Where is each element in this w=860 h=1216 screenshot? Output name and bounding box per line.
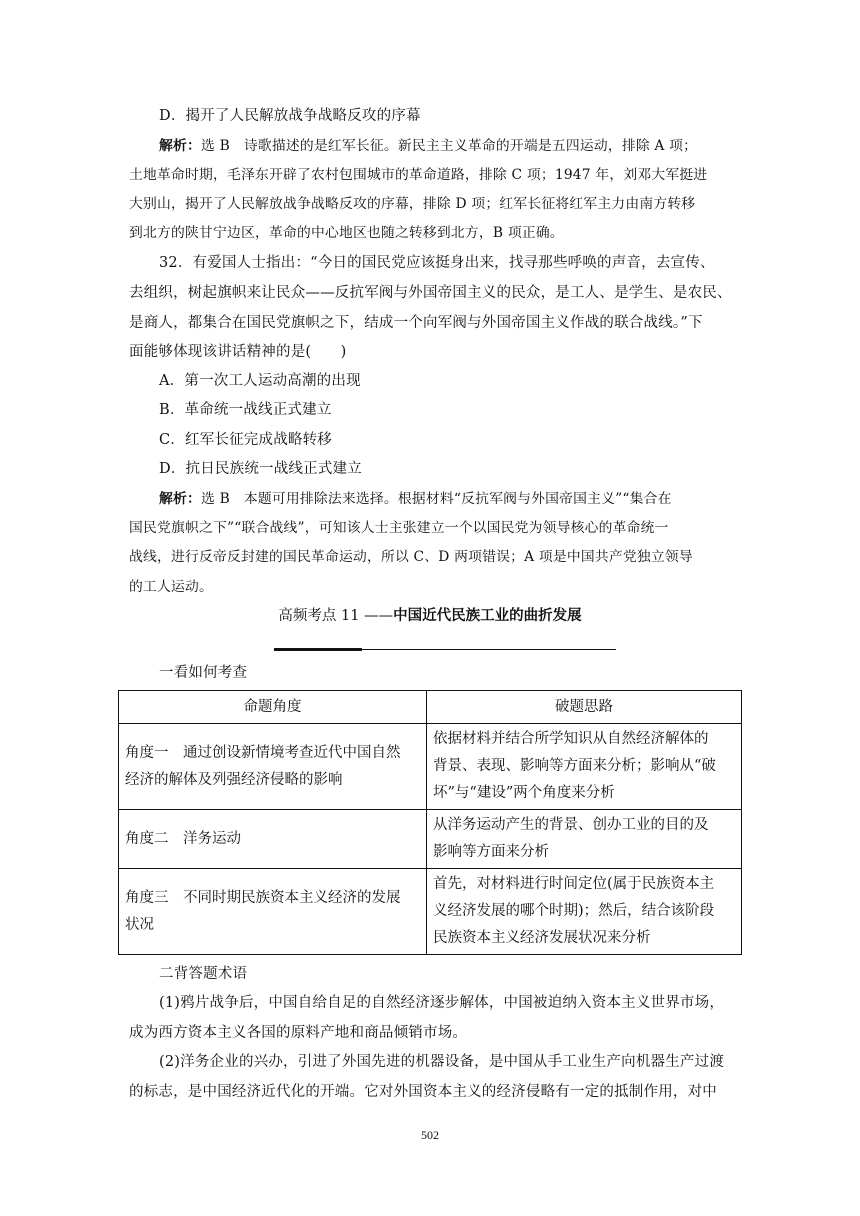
q32-analysis-line-3: 战线，进行反帝反封建的国民革命运动，所以 C、D 两项错误；A 项是中国共产党独立领导	[129, 549, 693, 565]
q32-stem-line-3: 是商人，都集合在国民党旗帜之下，结成一个向军阀与外国帝国主义作战的联合战线。”下	[129, 315, 703, 331]
title-rule-thick	[274, 648, 362, 651]
q31-analysis-line-3: 大别山，揭开了人民解放战争战略反攻的序幕，排除 D 项；红军长征将红军主力由南方转移	[129, 196, 696, 212]
q31-analysis-label: 解析：	[159, 138, 201, 154]
table-header-idea: 破题思路	[427, 691, 742, 724]
terms-line-3: (2)洋务企业的兴办，引进了外国先进的机器设备，是中国从手工业生产向机器生产过渡	[159, 1054, 725, 1070]
table-header-row	[119, 691, 742, 724]
table-row	[119, 810, 742, 869]
q31-analysis-line-4: 到北方的陕甘宁边区，革命的中心地区也随之转移到北方，B 项正确。	[129, 225, 564, 241]
page-number: 502	[421, 1128, 439, 1142]
table-row	[119, 724, 742, 810]
table-row	[119, 869, 742, 955]
q31-analysis-line-2: 土地革命时期，毛泽东开辟了农村包围城市的革命道路，排除 C 项；1947 年，刘邓大军挺进	[129, 167, 708, 183]
section-title-main: 中国近代民族工业的曲折发展	[393, 607, 582, 624]
table-cell-angle: 角度二 洋务运动	[119, 810, 427, 869]
terms-line-2: 成为西方资本主义各国的原料产地和商品倾销市场。	[129, 1025, 468, 1041]
table-cell-angle: 角度一 通过创设新情境考查近代中国自然 经济的解体及列强经济侵略的影响	[119, 724, 427, 810]
q31-option-d: D．揭开了人民解放战争战略反攻的序幕	[159, 108, 421, 124]
subheading-how-tested: 一看如何考查	[159, 665, 248, 681]
table-cell-idea: 首先，对材料进行时间定位(属于民族资本主 义经济发展的哪个时期)；然后，结合该阶段 民族资本主义经济发展状况来分析	[427, 869, 742, 955]
section-title	[0, 606, 860, 626]
subheading-answer-terms: 二背答题术语	[159, 966, 248, 982]
table-cell-idea: 依据材料并结合所学知识从自然经济解体的 背景、表现、影响等方面来分析；影响从“破 坏”与“建设”两个角度来分析	[427, 724, 742, 810]
title-rule-thin	[362, 649, 616, 650]
exam-angle-table	[118, 690, 742, 955]
q32-option-a: A．第一次工人运动高潮的出现	[159, 373, 361, 389]
section-title-prefix: 高频考点 11 ——	[278, 608, 394, 624]
q32-option-d: D．抗日民族统一战线正式建立	[159, 461, 362, 477]
q32-stem-line-1: 32．有爱国人士指出：“今日的国民党应该挺身出来，找寻那些呼唤的声音，去宣传、	[159, 255, 715, 271]
q32-analysis-line-2: 国民党旗帜之下”“联合战线”，可知该人士主张建立一个以国民党为领导核心的革命统一	[129, 520, 669, 536]
q32-analysis-label: 解析：	[159, 491, 201, 507]
terms-line-4: 的标志，是中国经济近代化的开端。它对外国资本主义的经济侵略有一定的抵制作用，对中	[129, 1084, 717, 1100]
table-cell-idea: 从洋务运动产生的背景、创办工业的目的及 影响等方面来分析	[427, 810, 742, 869]
table-header-angle: 命题角度	[119, 691, 427, 724]
q32-analysis-line-4: 的工人运动。	[129, 579, 213, 595]
q32-option-b: B．革命统一战线正式建立	[159, 402, 332, 418]
q31-analysis-line-1: 解析：选 B 诗歌描述的是红军长征。新民主主义革命的开端是五四运动，排除 A 项；	[159, 138, 698, 154]
q32-stem-line-2: 去组织，树起旗帜来让民众——反抗军阀与外国帝国主义的民众，是工人、是学生、是农民、	[129, 285, 732, 301]
q32-stem-line-4: 面能够体现该讲话精神的是( )	[129, 344, 347, 360]
table-cell-angle: 角度三 不同时期民族资本主义经济的发展 状况	[119, 869, 427, 955]
q32-analysis-line-1: 解析：选 B 本题可用排除法来选择。根据材料“反抗军阀与外国帝国主义”“集合在	[159, 491, 672, 507]
terms-line-1: (1)鸦片战争后，中国自给自足的自然经济逐步解体，中国被迫纳入资本主义世界市场，	[159, 995, 725, 1011]
q32-option-c: C．红军长征完成战略转移	[159, 432, 332, 448]
